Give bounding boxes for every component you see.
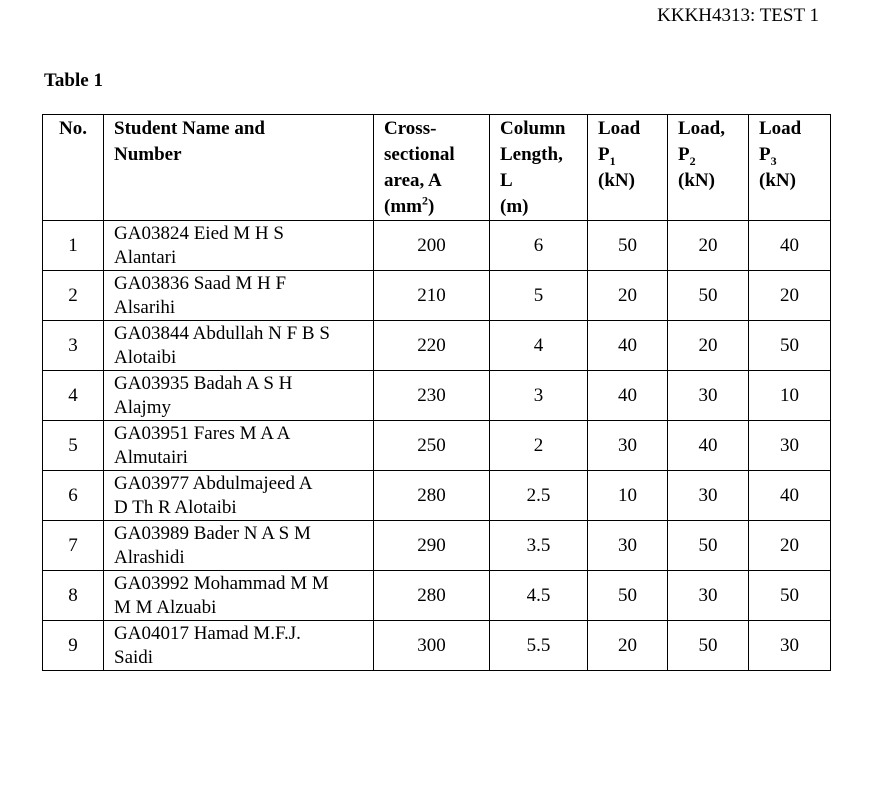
- student-name-line: D Th R Alotaibi: [114, 496, 237, 518]
- cell-length: 5.5: [490, 621, 588, 671]
- cell-p2: 20: [668, 221, 749, 271]
- cell-area: 280: [374, 571, 490, 621]
- cell-p1: 50: [588, 221, 668, 271]
- student-name-line: Saidi: [114, 646, 154, 668]
- table-row: [43, 571, 831, 621]
- table-row: [43, 371, 831, 421]
- table-row: [43, 321, 831, 371]
- cell-name: [104, 621, 374, 671]
- student-name-line: Alantari: [114, 246, 177, 268]
- cell-length: 2: [490, 421, 588, 471]
- cell-no: 1: [43, 221, 104, 271]
- student-name-line: GA04017 Hamad M.F.J.: [114, 622, 301, 644]
- cell-p1: 20: [588, 621, 668, 671]
- student-name-line: Alotaibi: [114, 346, 177, 368]
- student-name-line: GA03844 Abdullah N F B S: [114, 322, 330, 344]
- cell-area: 210: [374, 271, 490, 321]
- header-p2-symbol: [678, 142, 738, 168]
- cell-name: [104, 421, 374, 471]
- cell-name: [104, 521, 374, 571]
- table-row: [43, 621, 831, 671]
- cell-length: 4.5: [490, 571, 588, 621]
- header-length-line1: Column: [500, 118, 566, 139]
- p1-sub: 1: [609, 153, 616, 168]
- cell-length: 6: [490, 221, 588, 271]
- student-name-line: M M Alzuabi: [114, 596, 217, 618]
- p3-sub: 3: [770, 153, 777, 168]
- cell-name: [104, 221, 374, 271]
- cell-no: 6: [43, 471, 104, 521]
- cell-name: [104, 571, 374, 621]
- student-name-line: GA03977 Abdulmajeed A: [114, 472, 313, 494]
- header-name-line2: Number: [114, 144, 182, 165]
- area-unit-sup: 2: [421, 193, 428, 208]
- header-p3-symbol: [759, 142, 820, 168]
- area-unit-open: (mm: [384, 196, 422, 217]
- area-unit-close: ): [427, 196, 435, 217]
- student-name-line: Almutairi: [114, 446, 188, 468]
- student-name-line: GA03824 Eied M H S: [114, 222, 284, 244]
- cell-area: 280: [374, 471, 490, 521]
- cell-p3: 30: [749, 621, 831, 671]
- cell-p2: 50: [668, 271, 749, 321]
- cell-p1: 20: [588, 271, 668, 321]
- header-load-p3: [749, 115, 831, 221]
- cell-area: 220: [374, 321, 490, 371]
- cell-length: 4: [490, 321, 588, 371]
- cell-p3: 30: [749, 421, 831, 471]
- header-row: [43, 115, 831, 221]
- cell-p2: 20: [668, 321, 749, 371]
- header-length-line3: L: [500, 170, 513, 191]
- cell-p1: 10: [588, 471, 668, 521]
- cell-name: [104, 471, 374, 521]
- header-length: [490, 115, 588, 221]
- table-row: [43, 471, 831, 521]
- student-name-line: Alsarihi: [114, 296, 176, 318]
- table-row: [43, 521, 831, 571]
- student-name-line: GA03836 Saad M H F: [114, 272, 287, 294]
- p3-letter: P: [759, 144, 771, 165]
- cell-p1: 30: [588, 521, 668, 571]
- cell-p1: 30: [588, 421, 668, 471]
- cell-p2: 30: [668, 471, 749, 521]
- header-p1-symbol: [598, 142, 657, 168]
- table-body: [43, 221, 831, 671]
- header-load-p1: [588, 115, 668, 221]
- header-load-p2: [668, 115, 749, 221]
- cell-no: 5: [43, 421, 104, 471]
- header-length-line4: (m): [500, 196, 529, 217]
- cell-area: 200: [374, 221, 490, 271]
- cell-p3: 50: [749, 571, 831, 621]
- page-header: KKKH4313: TEST 1: [657, 5, 819, 26]
- cell-p3: 40: [749, 471, 831, 521]
- cell-length: 3: [490, 371, 588, 421]
- cell-name: [104, 271, 374, 321]
- cell-p2: 30: [668, 371, 749, 421]
- cell-area: 250: [374, 421, 490, 471]
- cell-no: 4: [43, 371, 104, 421]
- header-p2-unit: (kN): [678, 170, 715, 191]
- student-data-table: [42, 114, 831, 671]
- cell-p2: 30: [668, 571, 749, 621]
- cell-length: 3.5: [490, 521, 588, 571]
- cell-no: 9: [43, 621, 104, 671]
- cell-p1: 40: [588, 371, 668, 421]
- header-p3-line1: Load: [759, 118, 802, 139]
- cell-area: 290: [374, 521, 490, 571]
- header-area-line2: sectional: [384, 144, 455, 165]
- student-name-line: GA03992 Mohammad M M: [114, 572, 329, 594]
- p2-sub: 2: [689, 153, 696, 168]
- cell-no: 2: [43, 271, 104, 321]
- cell-p1: 40: [588, 321, 668, 371]
- cell-no: 7: [43, 521, 104, 571]
- student-name-line: GA03989 Bader N A S M: [114, 522, 311, 544]
- header-length-line2: Length,: [500, 144, 563, 165]
- table-header: [43, 115, 831, 221]
- header-area-line1: Cross-: [384, 118, 437, 139]
- student-name-line: Alrashidi: [114, 546, 185, 568]
- header-area-unit: [384, 194, 479, 220]
- cell-area: 230: [374, 371, 490, 421]
- student-name-line: GA03951 Fares M A A: [114, 422, 291, 444]
- header-area-line3: area, A: [384, 170, 442, 191]
- header-no: [43, 115, 104, 221]
- cell-p3: 20: [749, 271, 831, 321]
- cell-no: 3: [43, 321, 104, 371]
- cell-p3: 50: [749, 321, 831, 371]
- p2-letter: P: [678, 144, 690, 165]
- cell-p2: 40: [668, 421, 749, 471]
- table-row: [43, 271, 831, 321]
- cell-p3: 20: [749, 521, 831, 571]
- cell-length: 2.5: [490, 471, 588, 521]
- student-name-line: GA03935 Badah A S H: [114, 372, 293, 394]
- header-name-line1: Student Name and: [114, 118, 265, 139]
- header-p1-unit: (kN): [598, 170, 635, 191]
- header-area: [374, 115, 490, 221]
- cell-name: [104, 371, 374, 421]
- table-row: [43, 221, 831, 271]
- cell-length: 5: [490, 271, 588, 321]
- cell-no: 8: [43, 571, 104, 621]
- cell-p1: 50: [588, 571, 668, 621]
- header-no-label: No.: [59, 118, 87, 139]
- header-p2-line1: Load,: [678, 118, 725, 139]
- p1-letter: P: [598, 144, 610, 165]
- cell-p3: 10: [749, 371, 831, 421]
- cell-area: 300: [374, 621, 490, 671]
- table-caption: Table 1: [44, 70, 103, 91]
- table-row: [43, 421, 831, 471]
- cell-p2: 50: [668, 521, 749, 571]
- cell-p2: 50: [668, 621, 749, 671]
- student-name-line: Alajmy: [114, 396, 171, 418]
- header-p1-line1: Load: [598, 118, 641, 139]
- header-student-name: [104, 115, 374, 221]
- cell-p3: 40: [749, 221, 831, 271]
- cell-name: [104, 321, 374, 371]
- header-p3-unit: (kN): [759, 170, 796, 191]
